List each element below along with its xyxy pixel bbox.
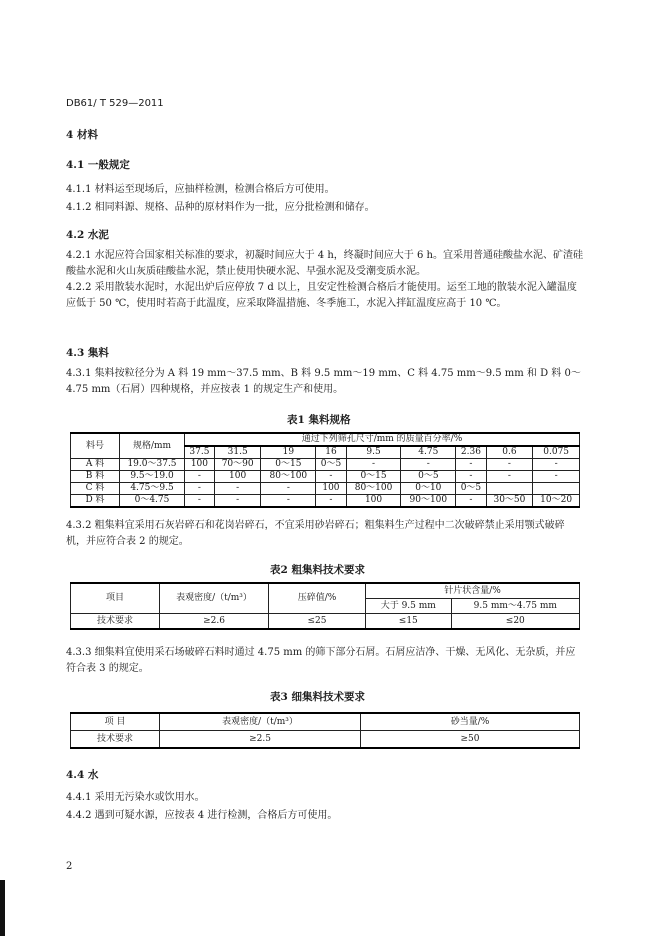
clause-4-1-2: 4.1.2 相同料源、规格、品种的原材料作为一批，应分批检测和储存。 xyxy=(66,202,375,213)
table-row xyxy=(71,471,580,483)
fine-aggregate-table xyxy=(70,712,580,749)
table2-header-95-475: 9.5 mm～4.75 mm xyxy=(451,599,579,614)
table-row xyxy=(71,483,580,495)
grade-name-cell: B 料 xyxy=(71,471,120,483)
passing-value-cell: 80～100 xyxy=(346,483,401,495)
sieve-size-header: 31.5 xyxy=(214,446,261,459)
sieve-size-header: 0.6 xyxy=(486,446,533,459)
table2-header-gt95: 大于 9.5 mm xyxy=(366,599,452,614)
sieve-size-header: 2.36 xyxy=(456,446,486,459)
table1-title: 表1 集料规格 xyxy=(287,414,351,426)
table3-row-label: 技术要求 xyxy=(71,731,160,749)
passing-value-cell: - xyxy=(346,459,401,471)
clause-4-3-1: 4.3.1 集料按粒径分为 A 料 19 mm～37.5 mm、B 料 9.5 mm～19 mm、C 料 4.75 mm～9.5 mm 和 D 料 0～4.75 mm（石屑）四种规格，并应按表 1 的规定生产和使用。 xyxy=(66,368,581,395)
table1-header-spec: 规格/mm xyxy=(120,433,185,459)
table3-sand-equivalent-value: ≥50 xyxy=(361,731,580,749)
table2-header-crush: 压碎值/% xyxy=(269,583,366,614)
passing-value-cell: - xyxy=(533,471,580,483)
passing-value-cell: - xyxy=(316,471,346,483)
section-4-2-title: 4.2 水泥 xyxy=(66,229,109,241)
table2-95-475-value: ≤20 xyxy=(451,614,579,630)
grade-spec-cell: 19.0～37.5 xyxy=(120,459,185,471)
passing-value-cell: 0～5 xyxy=(456,483,486,495)
passing-value-cell xyxy=(533,483,580,495)
table2-gt95-value: ≤15 xyxy=(366,614,452,630)
passing-value-cell: - xyxy=(214,495,261,508)
table3-header-sand-equivalent: 砂当量/% xyxy=(361,713,580,731)
table3-header-density: 表观密度/（t/m³） xyxy=(160,713,361,731)
section-4-4-title: 4.4 水 xyxy=(66,769,99,781)
table2-density-value: ≥2.6 xyxy=(160,614,269,630)
scan-edge-mark xyxy=(0,880,5,936)
passing-value-cell: 0～5 xyxy=(316,459,346,471)
passing-value-cell: - xyxy=(401,459,456,471)
grade-spec-cell: 9.5～19.0 xyxy=(120,471,185,483)
passing-value-cell: 0～10 xyxy=(401,483,456,495)
table3-header-item: 项 目 xyxy=(71,713,160,731)
table2-title: 表2 粗集料技术要求 xyxy=(270,564,365,576)
passing-value-cell: 70～90 xyxy=(214,459,261,471)
grade-spec-cell: 0～4.75 xyxy=(120,495,185,508)
clause-4-3-3: 4.3.3 细集料宜使用采石场破碎石料时通过 4.75 mm 的筛下部分石屑。石屑应洁净、干燥、无风化、无杂质，并应符合表 3 的规定。 xyxy=(66,647,576,674)
sieve-size-header: 4.75 xyxy=(401,446,456,459)
passing-value-cell: 100 xyxy=(346,495,401,508)
passing-value-cell: - xyxy=(486,471,533,483)
passing-value-cell: - xyxy=(261,483,316,495)
table2-row-label: 技术要求 xyxy=(71,614,160,630)
clause-4-4-1: 4.4.1 采用无污染水或饮用水。 xyxy=(66,792,205,803)
passing-value-cell: 0～15 xyxy=(261,459,316,471)
clause-4-2-1: 4.2.1 水泥应符合国家相关标准的要求，初凝时间应大于 4 h，终凝时间应大于 6 h。宜采用普通硅酸盐水泥、矿渣硅酸盐水泥和火山灰质硅酸盐水泥，禁止使用快硬水泥、早强水泥及受潮变质水泥。 xyxy=(66,250,583,277)
section-4-3-title: 4.3 集料 xyxy=(66,347,109,359)
passing-value-cell: - xyxy=(456,471,486,483)
table3-title: 表3 细集料技术要求 xyxy=(270,691,365,703)
table-row xyxy=(71,459,580,471)
passing-value-cell: 90～100 xyxy=(401,495,456,508)
clause-4-1-1: 4.1.1 材料运至现场后，应抽样检测，检测合格后方可使用。 xyxy=(66,184,335,195)
standard-header: DB61/ T 529—2011 xyxy=(66,98,164,109)
table-row xyxy=(71,495,580,508)
grade-name-cell: A 料 xyxy=(71,459,120,471)
section-4-1-title: 4.1 一般规定 xyxy=(66,159,130,171)
sieve-size-header: 9.5 xyxy=(346,446,401,459)
passing-value-cell: - xyxy=(214,483,261,495)
passing-value-cell xyxy=(486,483,533,495)
passing-value-cell: 10～20 xyxy=(533,495,580,508)
grade-name-cell: D 料 xyxy=(71,495,120,508)
passing-value-cell: - xyxy=(185,495,215,508)
table2-header-item: 项目 xyxy=(71,583,160,614)
grade-spec-cell: 4.75～9.5 xyxy=(120,483,185,495)
passing-value-cell: 100 xyxy=(316,483,346,495)
passing-value-cell: 0～15 xyxy=(346,471,401,483)
table2-header-flaky: 针片状含量/% xyxy=(366,583,580,599)
table2-crush-value: ≤25 xyxy=(269,614,366,630)
passing-value-cell: - xyxy=(456,495,486,508)
passing-value-cell: - xyxy=(185,483,215,495)
sieve-size-header: 16 xyxy=(316,446,346,459)
passing-value-cell: 100 xyxy=(185,459,215,471)
coarse-aggregate-table xyxy=(70,582,580,630)
passing-value-cell: 80～100 xyxy=(261,471,316,483)
grade-name-cell: C 料 xyxy=(71,483,120,495)
table1-header-passing: 通过下列筛孔尺寸/mm 的质量百分率/% xyxy=(185,433,580,446)
sieve-size-header: 0.075 xyxy=(533,446,580,459)
sieve-size-header: 37.5 xyxy=(185,446,215,459)
table1-header-grade: 料号 xyxy=(71,433,120,459)
passing-value-cell: - xyxy=(486,459,533,471)
passing-value-cell: 30～50 xyxy=(486,495,533,508)
passing-value-cell: 0～5 xyxy=(401,471,456,483)
passing-value-cell: 100 xyxy=(214,471,261,483)
sieve-size-header: 19 xyxy=(261,446,316,459)
page-number: 2 xyxy=(66,861,73,872)
clause-4-2-2: 4.2.2 采用散装水泥时，水泥出炉后应停放 7 d 以上，且安定性检测合格后才能使用。运至工地的散装水泥入罐温度应低于 50 ℃，使用时若高于此温度，应采取降温措施、冬季施工，水泥入拌缸温度应高于 10 ℃。 xyxy=(66,282,577,309)
passing-value-cell: - xyxy=(456,459,486,471)
chapter-title: 4 材料 xyxy=(66,129,98,141)
clause-4-3-2: 4.3.2 粗集料宜采用石灰岩碎石和花岗岩碎石，不宜采用砂岩碎石；粗集料生产过程中二次破碎禁止采用颚式破碎机，并应符合表 2 的规定。 xyxy=(66,520,565,547)
passing-value-cell: - xyxy=(316,495,346,508)
aggregate-spec-table xyxy=(70,432,580,508)
table3-density-value: ≥2.5 xyxy=(160,731,361,749)
table2-header-density: 表观密度/（t/m³） xyxy=(160,583,269,614)
passing-value-cell: - xyxy=(261,495,316,508)
clause-4-4-2: 4.4.2 遇到可疑水源，应按表 4 进行检测，合格后方可使用。 xyxy=(66,810,338,821)
passing-value-cell: - xyxy=(533,459,580,471)
passing-value-cell: - xyxy=(185,471,215,483)
